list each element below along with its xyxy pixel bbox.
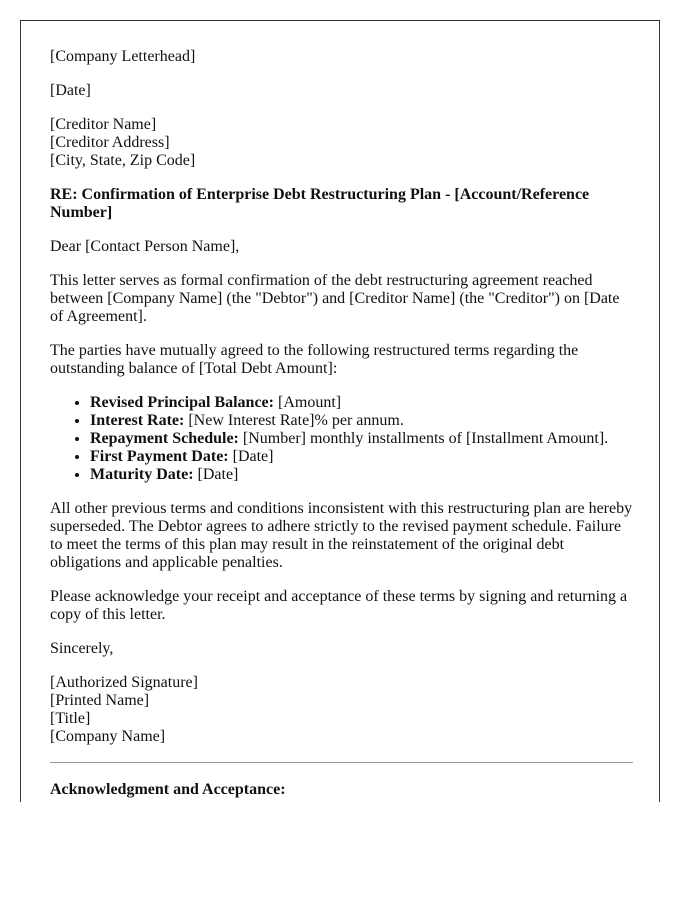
- authorized-signature: [Authorized Signature]: [50, 674, 198, 691]
- term-value: [Amount]: [273, 394, 342, 411]
- letter-content: [50, 48, 635, 802]
- closing: Sincerely,: [50, 640, 114, 657]
- subject-line: RE: Confirmation of Enterprise Debt Restructuring Plan - [Account/Reference Number]: [50, 186, 590, 221]
- recipient-block: [50, 116, 635, 170]
- signer-company: [Company Name]: [50, 728, 166, 745]
- acknowledgment-heading: Acknowledgment and Acceptance:: [50, 781, 286, 798]
- term-label: Repayment Schedule:: [90, 430, 239, 447]
- term-item: [90, 412, 635, 430]
- term-item: [90, 466, 635, 484]
- terms-list: [50, 394, 635, 484]
- term-value: [New Interest Rate]% per annum.: [184, 412, 404, 429]
- creditor-name: [Creditor Name]: [50, 116, 157, 133]
- printed-name: [Printed Name]: [50, 692, 150, 709]
- creditor-city-state-zip: [City, State, Zip Code]: [50, 152, 196, 169]
- acknowledge-request-paragraph: Please acknowledge your receipt and acceptance of these terms by signing and returning a copy of this letter.: [50, 588, 628, 623]
- term-item: [90, 430, 635, 448]
- term-item: [90, 394, 635, 412]
- letter-page: [20, 20, 660, 802]
- term-label: Revised Principal Balance:: [90, 394, 274, 411]
- term-label: Maturity Date:: [90, 466, 194, 483]
- terms-conditions-paragraph: All other previous terms and conditions inconsistent with this restructuring plan are hereby superseded. The Debtor agrees to adhere strictly to the revised payment schedule. Failure to meet the terms of this plan may result in the reinstatement of the original debt obligations and applicable penalties.: [50, 500, 633, 571]
- signer-title: [Title]: [50, 710, 91, 727]
- term-label: Interest Rate:: [90, 412, 185, 429]
- terms-intro-paragraph: The parties have mutually agreed to the following restructured terms regarding the outstanding balance of [Total Debt Amount]:: [50, 342, 579, 377]
- term-value: [Date]: [228, 448, 274, 465]
- letterhead: [Company Letterhead]: [50, 48, 196, 65]
- creditor-address: [Creditor Address]: [50, 134, 170, 151]
- term-value: [Number] monthly installments of [Installment Amount].: [238, 430, 609, 447]
- letter-date: [Date]: [50, 82, 91, 99]
- term-item: [90, 448, 635, 466]
- section-divider: [50, 762, 633, 763]
- term-label: First Payment Date:: [90, 448, 229, 465]
- intro-paragraph: This letter serves as formal confirmation of the debt restructuring agreement reached between [Company Name] (the "Debtor") and [Creditor Name] (the "Creditor") on [Date of Agreement].: [50, 272, 620, 325]
- signature-block: [50, 674, 635, 746]
- term-value: [Date]: [193, 466, 239, 483]
- salutation: Dear [Contact Person Name],: [50, 238, 240, 255]
